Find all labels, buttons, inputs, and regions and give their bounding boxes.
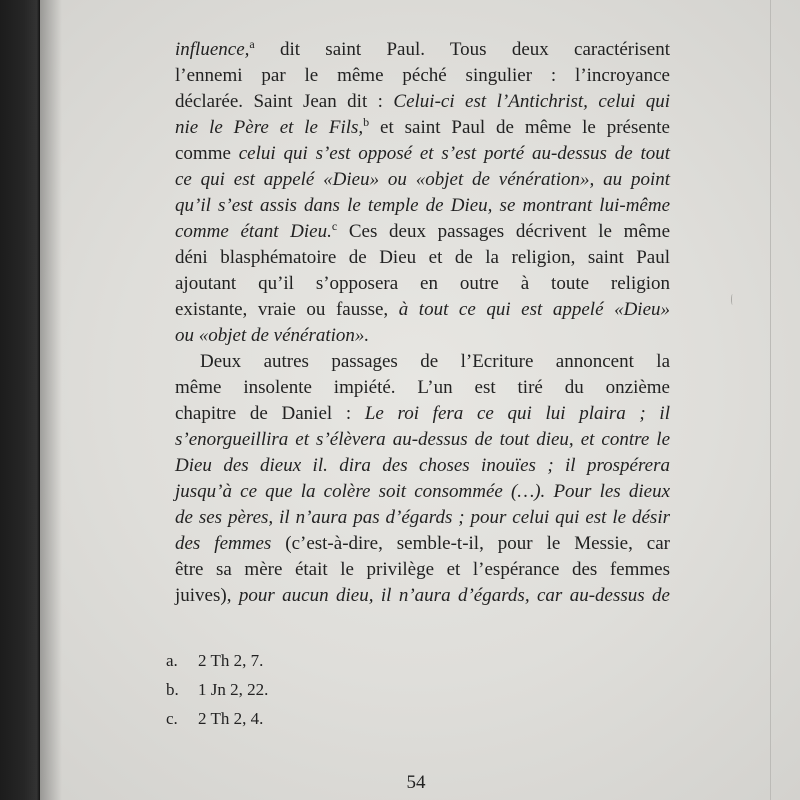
roman-text: l’ennemi par le même péché singulier : l’incroyance [175, 65, 670, 86]
text-line [175, 479, 670, 505]
text-line [175, 37, 670, 63]
text-line [175, 245, 670, 271]
roman-text: déni blasphématoire de Dieu et de la religion, saint Paul [175, 247, 670, 268]
italic-text: comme étant Dieu. [175, 221, 332, 242]
italic-text: à tout ce qui est appelé «Dieu» [398, 299, 670, 320]
italic-text: qu’il s’est assis dans le temple de Dieu, se montrant lui-même [175, 195, 670, 216]
text-line [175, 401, 670, 427]
roman-text: chapitre de Daniel : [175, 403, 365, 424]
text-line [175, 375, 670, 401]
page-mark [731, 294, 734, 305]
text-line [175, 505, 670, 531]
page-gutter-shadow [40, 0, 62, 800]
text-line [175, 63, 670, 89]
footnote-marker: a. [166, 651, 178, 670]
roman-text: Ces deux passages décrivent le même [337, 221, 671, 242]
roman-text: existante, vraie ou fausse, [175, 299, 399, 320]
footnote [166, 646, 268, 675]
footnote-ref-a: a [249, 37, 255, 51]
text-line [175, 349, 670, 375]
italic-text: Dieu des dieux il. dira des choses inouïes ; il prospérera [175, 455, 670, 476]
text-line [175, 323, 670, 349]
page-number: 54 [406, 772, 426, 793]
footnote-ref-b: b [363, 115, 370, 129]
footnote-ref-c: c [331, 219, 338, 233]
next-page-edge [770, 0, 771, 800]
footnote-reference: 1 Jn 2, 22. [198, 680, 269, 699]
italic-text: des femmes [175, 533, 272, 554]
text-line [175, 167, 670, 193]
text-line [175, 115, 670, 141]
roman-text: déclarée. Saint Jean dit : [175, 91, 394, 112]
italic-text: s’enorgueillira et s’élèvera au-dessus de tout dieu, et contre le [175, 429, 670, 450]
roman-text: Deux autres passages de l’Ecriture annoncent la [200, 351, 670, 372]
text-line [175, 427, 670, 453]
roman-text: même insolente impiété. L’un est tiré du onzième [175, 377, 670, 398]
roman-text: juives), [175, 585, 239, 606]
italic-text: celui qui s’est opposé et s’est porté au-dessus de tout [238, 143, 670, 164]
roman-text: comme [175, 143, 239, 164]
italic-text: de ses pères, il n’aura pas d’égards ; pour celui qui est le désir [175, 507, 670, 528]
text-line [175, 271, 670, 297]
text-line [175, 453, 670, 479]
roman-text: ajoutant qu’il s’opposera en outre à toute religion [175, 273, 670, 294]
body-text [175, 37, 670, 609]
italic-text: pour aucun dieu, il n’aura d’égards, car au-dessus de [238, 585, 670, 606]
footnotes [166, 646, 268, 733]
italic-text: Celui-ci est l’Antichrist, celui qui [393, 91, 670, 112]
italic-text: nie le Père et le Fils, [175, 117, 364, 138]
text-line [175, 557, 670, 583]
footnote-reference: 2 Th 2, 4. [198, 709, 264, 728]
italic-text: jusqu’à ce que la colère soit consommée (…). Pour les dieux [175, 481, 670, 502]
roman-text: (c’est-à-dire, semble-t-il, pour le Messie, car [271, 533, 670, 554]
footnote-marker: c. [166, 709, 178, 728]
text-line [175, 583, 670, 609]
roman-text: être sa mère était le privilège et l’espérance des femmes [175, 559, 670, 580]
roman-text: et saint Paul de même le présente [369, 117, 670, 138]
italic-text: ce qui est appelé «Dieu» ou «objet de vénération», au point [175, 169, 670, 190]
text-line [175, 89, 670, 115]
italic-text: Le roi fera ce qui lui plaira ; il [364, 403, 670, 424]
roman-text: dit saint Paul. Tous deux caractérisent [254, 39, 670, 60]
footnote-marker: b. [166, 680, 179, 699]
italic-text: ou «objet de vénération». [175, 325, 370, 346]
footnote [166, 675, 268, 704]
footnote-reference: 2 Th 2, 7. [198, 651, 264, 670]
book-binding-edge [0, 0, 40, 800]
text-line [175, 193, 670, 219]
text-line [175, 531, 670, 557]
text-line [175, 141, 670, 167]
text-line [175, 297, 670, 323]
italic-text: influence, [175, 39, 250, 60]
footnote [166, 704, 268, 733]
text-line [175, 219, 670, 245]
